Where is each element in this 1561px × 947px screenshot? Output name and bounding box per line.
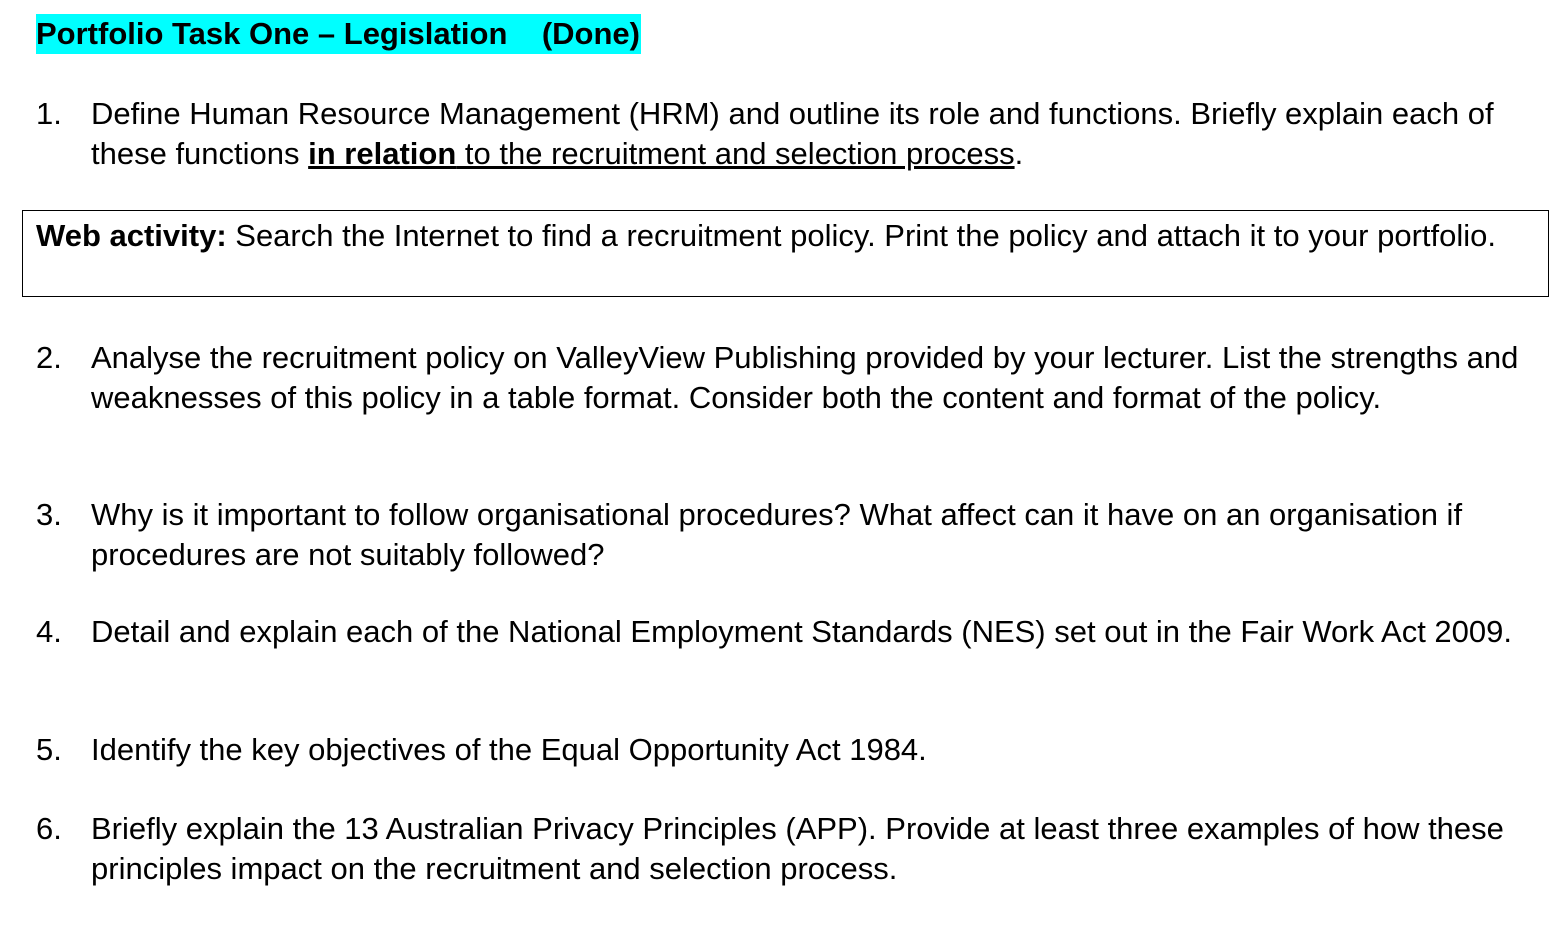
web-activity-text: Search the Internet to find a recruitment policy. Print the policy and attach it to your portfolio.	[226, 218, 1497, 253]
question-text: Detail and explain each of the National Employment Standards (NES) set out in the Fair Work Act 2009.	[91, 614, 1513, 649]
question-text: Analyse the recruitment policy on ValleyView Publishing provided by your lecturer. List the strengths and weaknesses of this policy in a table format. Consider both the content and format of the policy.	[91, 340, 1519, 415]
question-text: Why is it important to follow organisational procedures? What affect can it have on an organisation if procedures are not suitably followed?	[91, 497, 1463, 572]
question-text: Identify the key objectives of the Equal Opportunity Act 1984.	[91, 732, 927, 767]
question-item-4	[36, 612, 1546, 652]
question-item-3	[36, 495, 1546, 574]
web-activity-box	[22, 210, 1549, 297]
question-number: 1.	[36, 96, 62, 131]
question-text-start: Define Human Resource Management (HRM) and outline its role and functions. Briefly explain each of these functions	[91, 96, 1494, 171]
question-item-2	[36, 338, 1546, 417]
question-number: 4.	[36, 614, 62, 649]
question-text-end: .	[1014, 135, 1024, 171]
question-item-5	[36, 730, 1546, 770]
question-number: 3.	[36, 497, 62, 532]
page-title: Portfolio Task One – Legislation (Done)	[36, 14, 641, 54]
question-number: 6.	[36, 811, 62, 846]
emphasis-in-relation: in relation	[308, 135, 457, 171]
question-number: 2.	[36, 340, 62, 375]
question-item-1	[36, 94, 1546, 173]
web-activity-label: Web activity:	[36, 218, 227, 253]
question-text: Briefly explain the 13 Australian Privacy Principles (APP). Provide at least three examples of how these principles impact on the recruitment and selection process.	[91, 811, 1504, 886]
question-item-6	[36, 809, 1546, 888]
question-number: 5.	[36, 732, 62, 767]
underlined-phrase: to the recruitment and selection process	[456, 135, 1015, 171]
question-text	[91, 94, 1546, 173]
